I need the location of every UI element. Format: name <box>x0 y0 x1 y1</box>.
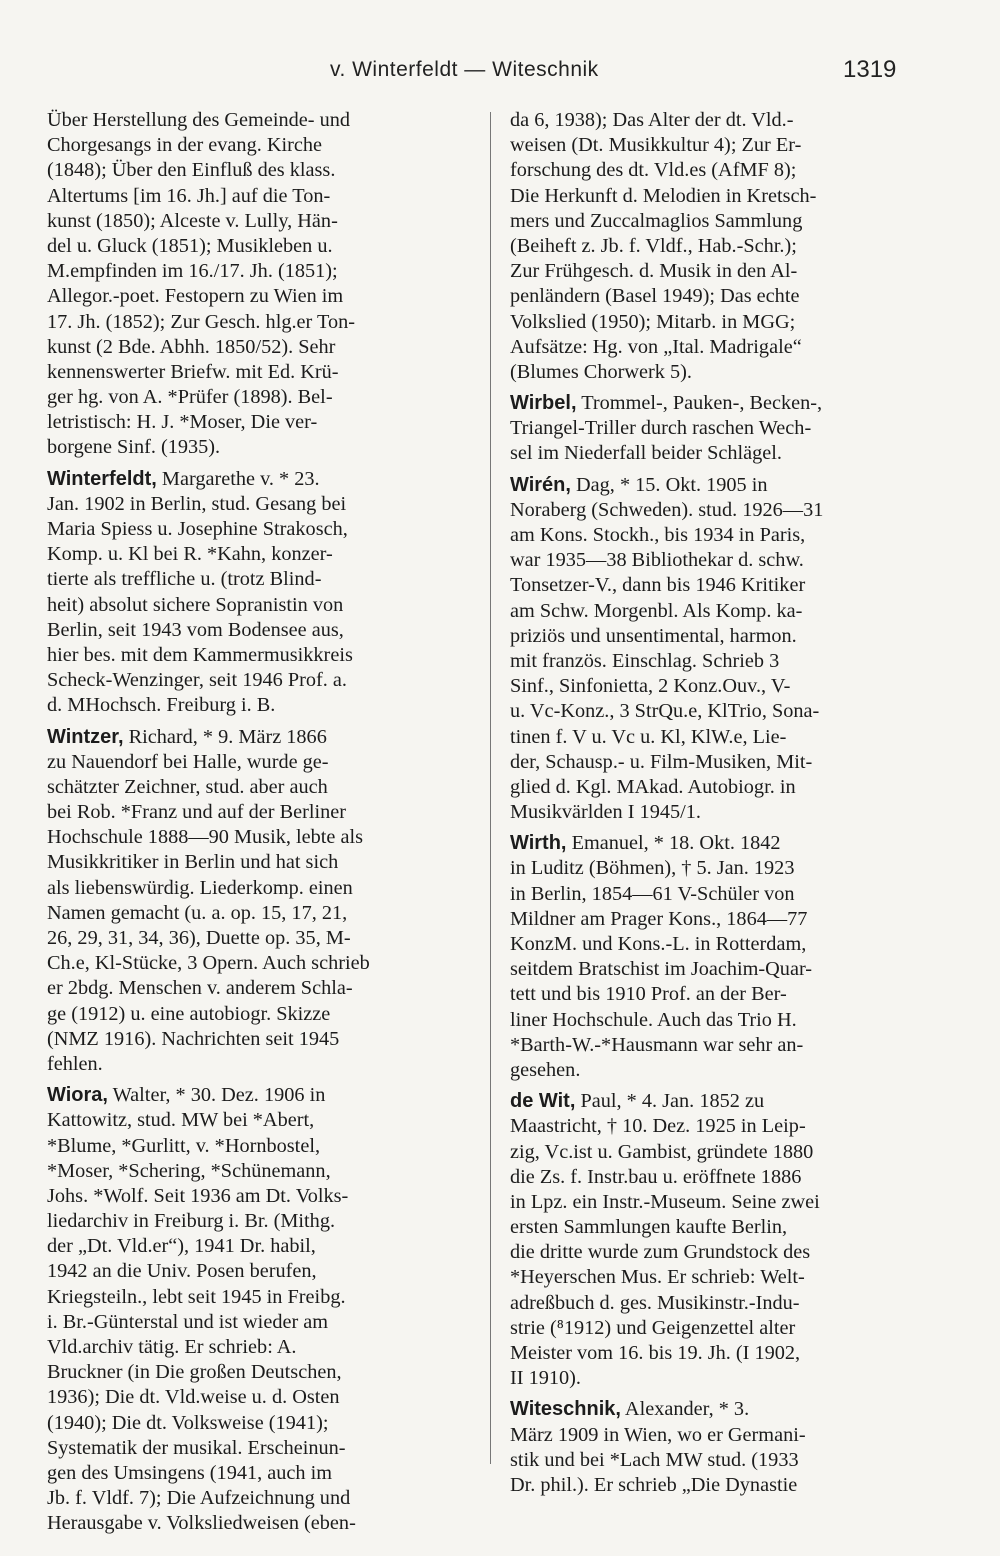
entry-headword: Wirbel, <box>510 392 577 415</box>
entry-first-line <box>510 473 915 498</box>
text-line: Jb. f. Vldf. 7); Die Aufzeichnung und <box>47 1487 351 1510</box>
text-line: stik und bei *Lach MW stud. (1933 <box>510 1448 799 1471</box>
dictionary-entry <box>510 108 915 385</box>
text-line: Tonsetzer-V., dann bis 1946 Kritiker <box>510 574 806 597</box>
text-line: mit französ. Einschlag. Schrieb 3 <box>510 649 780 672</box>
page-number: 1319 <box>843 56 897 83</box>
text-line: Mildner am Prager Kons., 1864—77 <box>510 907 808 930</box>
entry-first-line-text: Alexander, * 3. <box>624 1398 750 1421</box>
text-line: (Beiheft z. Jb. f. Vldf., Hab.-Schr.); <box>510 234 797 257</box>
text-line: (1940); Die dt. Volksweise (1941); <box>47 1411 329 1434</box>
entry-headword: Wiora, <box>47 1084 108 1107</box>
text-line: Musikkritiker in Berlin und hat sich <box>47 851 339 874</box>
text-line: heit) absolut sichere Sopranistin von <box>47 593 344 616</box>
entry-headword: de Wit, <box>510 1090 576 1113</box>
text-line: fehlen. <box>47 1052 103 1075</box>
text-line: letristisch: H. J. *Moser, Die ver- <box>47 411 318 434</box>
text-line: strie (⁸1912) und Geigenzettel alter <box>510 1316 796 1339</box>
text-line: glied d. Kgl. MAkad. Autobiogr. in <box>510 775 796 798</box>
text-line: priziös und unsentimental, harmon. <box>510 624 797 647</box>
page-header <box>0 52 1000 92</box>
text-line: *Moser, *Schering, *Schünemann, <box>47 1159 331 1182</box>
column-divider <box>490 112 491 1464</box>
text-line: Dr. phil.). Er schrieb „Die Dynastie <box>510 1473 798 1496</box>
text-line: 1936); Die dt. Vld.weise u. d. Osten <box>47 1386 340 1409</box>
text-line: Zur Frühgesch. d. Musik in den Al- <box>510 260 798 283</box>
text-line: bei Rob. *Franz und auf der Berliner <box>47 801 347 824</box>
text-line: del u. Gluck (1851); Musikleben u. <box>47 234 333 257</box>
dictionary-entry <box>510 473 915 826</box>
entry-first-line-text: Dag, * 15. Okt. 1905 in <box>576 473 768 496</box>
text-line: Über Herstellung des Gemeinde- und <box>47 109 351 131</box>
entry-headword: Wintzer, <box>47 725 124 748</box>
text-line: weisen (Dt. Musikkultur 4); Zur Er- <box>510 134 802 157</box>
entry-headword: Wirén, <box>510 473 571 496</box>
dictionary-entry <box>510 1397 915 1498</box>
entry-first-line-text: Walter, * 30. Dez. 1906 in <box>112 1084 326 1107</box>
text-line: am Schw. Morgenbl. Als Komp. ka- <box>510 599 803 622</box>
entry-first-line <box>510 1089 915 1114</box>
text-line: ger hg. von A. *Prüfer (1898). Bel- <box>47 386 333 409</box>
text-line: Scheck-Wenzinger, seit 1946 Prof. a. <box>47 669 347 692</box>
text-line: M.empfinden im 16./17. Jh. (1851); <box>47 260 338 283</box>
text-line: Chorgesangs in der evang. Kirche <box>47 134 323 157</box>
entry-first-line-text: Paul, * 4. Jan. 1852 zu <box>580 1090 765 1113</box>
dictionary-entry <box>510 391 915 467</box>
entry-first-line-text: Richard, * 9. März 1866 <box>128 725 327 748</box>
text-line: er 2bdg. Menschen v. anderem Schla- <box>47 977 353 1000</box>
text-line: hier bes. mit dem Kammermusikkreis <box>47 643 353 666</box>
text-line: Vld.archiv tätig. Er schrieb: A. <box>47 1336 297 1358</box>
text-line: II 1910). <box>510 1367 581 1390</box>
dictionary-entry <box>510 831 915 1083</box>
text-line: *Barth-W.-*Hausmann war sehr an- <box>510 1033 804 1056</box>
text-line: kunst (1850); Alceste v. Lully, Hän- <box>47 209 338 232</box>
text-line: die Zs. f. Instr.bau u. eröffnete 1886 <box>510 1165 802 1188</box>
text-line: Jan. 1902 in Berlin, stud. Gesang bei <box>47 492 347 515</box>
text-line: Aufsätze: Hg. von „Ital. Madrigale“ <box>510 335 802 358</box>
text-line: forschung des dt. Vld.es (AfMF 8); <box>510 159 797 182</box>
text-line: Volkslied (1950); Mitarb. in MGG; <box>510 310 796 333</box>
text-line: *Blume, *Gurlitt, v. *Hornbostel, <box>47 1134 321 1157</box>
text-line: borgene Sinf. (1935). <box>47 436 221 459</box>
text-line: tierte als treffliche u. (trotz Blind- <box>47 568 322 591</box>
text-line: Kattowitz, stud. MW bei *Abert, <box>47 1109 315 1132</box>
text-line: mers und Zuccalmaglios Sammlung <box>510 209 803 232</box>
dictionary-entry <box>510 1089 915 1391</box>
entry-first-line <box>47 725 472 750</box>
text-line: da 6, 1938); Das Alter der dt. Vld.- <box>510 109 794 131</box>
text-line: Noraberg (Schweden). stud. 1926—31 <box>510 498 824 521</box>
text-line: adreßbuch d. ges. Musikinstr.-Indu- <box>510 1291 800 1314</box>
running-head: v. Winterfeldt — Witeschnik <box>330 58 599 81</box>
text-line: Komp. u. Kl bei R. *Kahn, konzer- <box>47 543 333 566</box>
entry-first-line <box>510 1397 915 1422</box>
right-column <box>510 108 915 1498</box>
text-line: Ch.e, Kl-Stücke, 3 Opern. Auch schrieb <box>47 952 370 975</box>
text-line: 1942 an die Univ. Posen berufen, <box>47 1260 317 1283</box>
text-line: sel im Niederfall beider Schlägel. <box>510 442 783 465</box>
text-line: Allegor.-poet. Festopern zu Wien im <box>47 285 344 308</box>
dictionary-entry <box>47 467 472 719</box>
text-line: Meister vom 16. bis 19. Jh. (I 1902, <box>510 1342 801 1364</box>
entry-first-line <box>47 467 472 492</box>
text-line: Maastricht, † 10. Dez. 1925 in Leip- <box>510 1115 806 1138</box>
text-line: i. Br.-Günterstal und ist wieder am <box>47 1310 329 1333</box>
text-line: gesehen. <box>510 1058 581 1081</box>
text-line: d. MHochsch. Freiburg i. B. <box>47 694 276 717</box>
text-line: tinen f. V u. Vc u. Kl, KlW.e, Lie- <box>510 725 787 748</box>
text-line: (1848); Über den Einfluß des klass. <box>47 159 336 182</box>
text-line: Sinf., Sinfonietta, 2 Konz.Ouv., V- <box>510 675 791 698</box>
dictionary-entry <box>47 1083 472 1536</box>
text-line: Maria Spiess u. Josephine Strakosch, <box>47 518 348 540</box>
entry-headword: Witeschnik, <box>510 1398 621 1421</box>
text-line: kennenswerter Briefw. mit Ed. Krü- <box>47 360 339 383</box>
text-line: (NMZ 1916). Nachrichten seit 1945 <box>47 1027 340 1050</box>
dictionary-entry <box>47 725 472 1078</box>
text-line: als liebenswürdig. Liederkomp. einen <box>47 876 353 899</box>
text-line: liner Hochschule. Auch das Trio H. <box>510 1008 797 1031</box>
text-line: war 1935—38 Bibliothekar d. schw. <box>510 549 804 572</box>
entry-first-line <box>510 391 915 416</box>
text-line: zu Nauendorf bei Halle, wurde ge- <box>47 750 329 773</box>
text-line: Johs. *Wolf. Seit 1936 am Dt. Volks- <box>47 1184 349 1207</box>
text-line: am Kons. Stockh., bis 1934 in Paris, <box>510 524 806 546</box>
text-line: (Blumes Chorwerk 5). <box>510 360 692 383</box>
text-line: Hochschule 1888—90 Musik, lebte als <box>47 826 364 849</box>
entry-headword: Winterfeldt, <box>47 467 157 490</box>
text-line: ge (1912) u. eine autobiogr. Skizze <box>47 1002 331 1025</box>
text-line: ersten Sammlungen kaufte Berlin, <box>510 1216 788 1239</box>
dictionary-entry <box>47 108 472 461</box>
text-line: *Heyerschen Mus. Er schrieb: Welt- <box>510 1266 805 1289</box>
entry-first-line <box>510 831 915 856</box>
text-line: Bruckner (in Die großen Deutschen, <box>47 1361 342 1384</box>
text-line: tett und bis 1910 Prof. an der Ber- <box>510 983 787 1006</box>
entry-first-line-text: Emanuel, * 18. Okt. 1842 <box>571 832 781 855</box>
entry-headword: Wirth, <box>510 832 567 855</box>
text-line: zig, Vc.ist u. Gambist, gründete 1880 <box>510 1140 814 1163</box>
text-line: schätzter Zeichner, stud. aber auch <box>47 775 328 798</box>
text-line: der „Dt. Vld.er“), 1941 Dr. habil, <box>47 1235 316 1258</box>
text-line: liedarchiv in Freiburg i. Br. (Mithg. <box>47 1210 336 1233</box>
entry-first-line <box>47 1083 472 1108</box>
entry-first-line-text: Trommel-, Pauken-, Becken-, <box>581 392 823 415</box>
entry-first-line-text: Margarethe v. * 23. <box>161 467 320 490</box>
text-line: Triangel-Triller durch raschen Wech- <box>510 417 812 440</box>
text-line: Kriegsteiln., lebt seit 1945 in Freibg. <box>47 1285 346 1308</box>
text-line: in Lpz. ein Instr.-Museum. Seine zwei <box>510 1190 820 1213</box>
text-line: Berlin, seit 1943 vom Bodensee aus, <box>47 618 344 641</box>
text-line: kunst (2 Bde. Abhh. 1850/52). Sehr <box>47 335 336 358</box>
text-line: KonzM. und Kons.-L. in Rotterdam, <box>510 933 807 955</box>
text-line: u. Vc-Konz., 3 StrQu.e, KlTrio, Sona- <box>510 700 820 723</box>
text-line: Musikvärlden I 1945/1. <box>510 801 701 824</box>
text-line: Namen gemacht (u. a. op. 15, 17, 21, <box>47 901 348 924</box>
text-line: 17. Jh. (1852); Zur Gesch. hlg.er Ton- <box>47 310 356 333</box>
text-line: die dritte wurde zum Grundstock des <box>510 1241 811 1264</box>
text-line: 26, 29, 31, 34, 36), Duette op. 35, M- <box>47 927 351 949</box>
text-line: Systematik der musikal. Erscheinun- <box>47 1436 346 1459</box>
text-line: Altertums [im 16. Jh.] auf die Ton- <box>47 184 331 207</box>
text-line: gen des Umsingens (1941, auch im <box>47 1461 333 1484</box>
text-line: in Luditz (Böhmen), † 5. Jan. 1923 <box>510 857 795 880</box>
text-line: penländern (Basel 1949); Das echte <box>510 285 800 308</box>
text-line: Die Herkunft d. Melodien in Kretsch- <box>510 184 817 207</box>
text-line: März 1909 in Wien, wo er Germani- <box>510 1423 806 1446</box>
text-line: seitdem Bratschist im Joachim-Quar- <box>510 958 813 981</box>
text-line: der, Schausp.- u. Film-Musiken, Mit- <box>510 750 813 773</box>
text-line: in Berlin, 1854—61 V-Schüler von <box>510 882 795 905</box>
text-line: Herausgabe v. Volksliedweisen (eben- <box>47 1512 356 1535</box>
left-column <box>47 108 472 1537</box>
